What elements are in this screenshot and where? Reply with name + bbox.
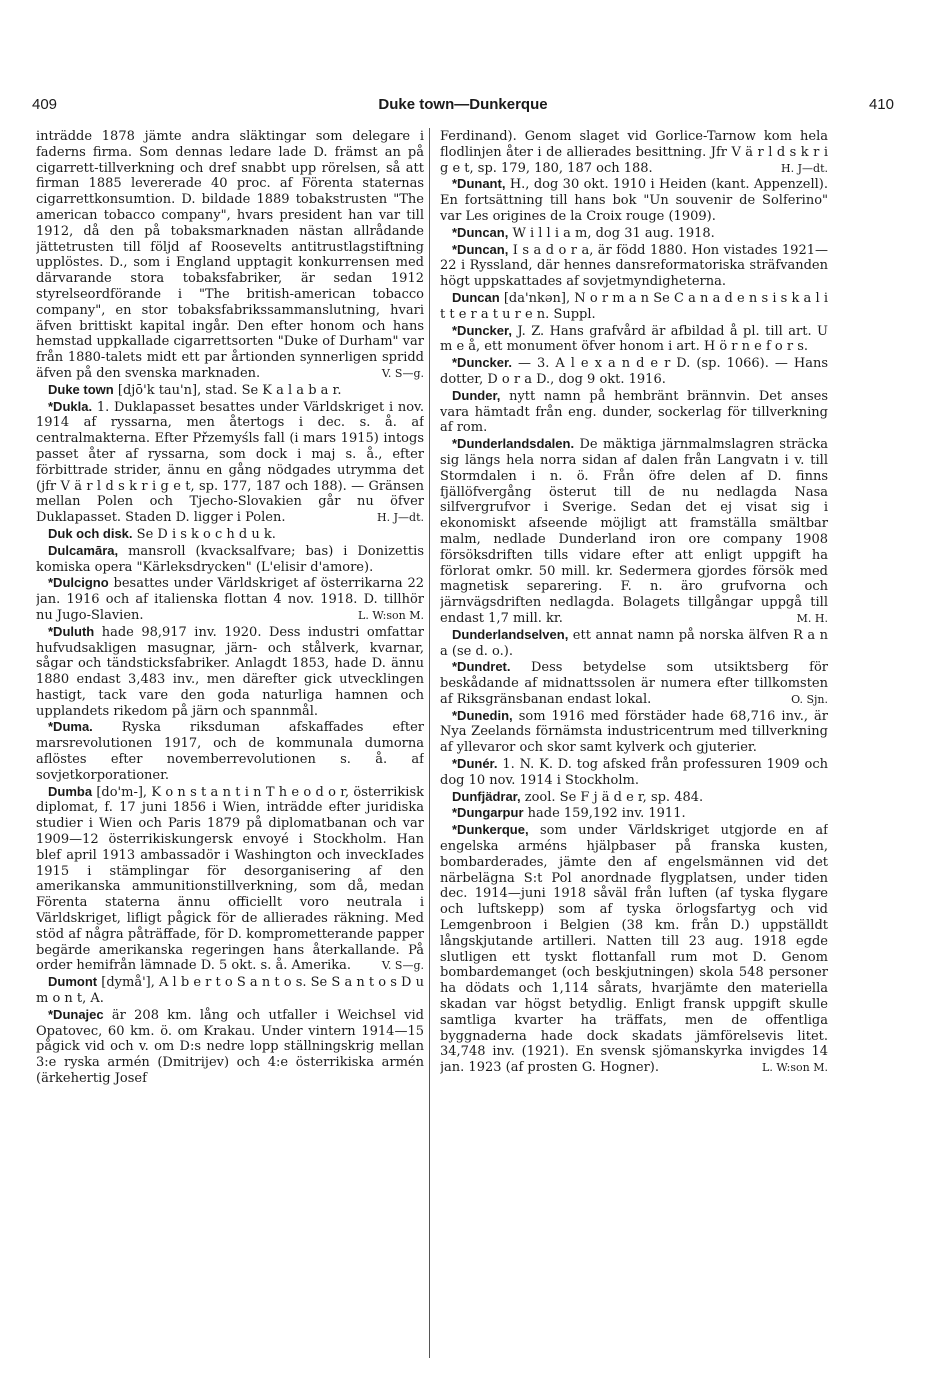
dictionary-entry [440,225,828,242]
entry-headword: *Duncker. [452,355,512,371]
dictionary-entry [440,822,828,1076]
entry-text: besattes under Världskriget af österrikarna 22 jan. 1916 och af italienska flottan 4 nov. 1918. D. tillhör nu Jugo-Slavien. [36,576,424,623]
entry-text: zool. Se F j ä d e r, sp. 484. [520,789,704,805]
dictionary-entry [440,388,828,436]
entry-signature: V. S—g. [381,366,424,380]
entry-headword: Duke town [48,381,114,397]
dictionary-entry [36,543,424,576]
entry-text: nytt namn på hembränt brännvin. Det anses vara hämtadt från eng. dunder, sockerlag för tillverkning af rom. [440,388,828,436]
entry-headword: *Dulcigno [48,575,109,591]
entry-text: hade 98,917 inv. 1920. Dess industri omfattar hufvudsakligen masugnar, järn- och stålverk, kvarnar, sågar och tändsticksfabriker. Anlagdt 1853, hade D. ännu 1880 endast 3,483 inv., men därefter gick utvecklingen hastigt, tack vare den goda naturliga hamnen och upplandets rikedom på järn och spannmål. [36,624,424,719]
left-column [36,128,424,1368]
entry-text: [djō'k tau'n], stad. Se K a l a b a r. [113,382,342,398]
dictionary-entry [440,805,828,822]
dictionary-entry [36,128,424,382]
entry-headword: Dumba [48,783,93,799]
entry-headword: Dunderlandselven, [452,626,569,642]
dictionary-entry [36,719,424,783]
entry-text: är 208 km. lång och utfaller i Weichsel vid Opatovec, 60 km. ö. om Krakau. Under vintern 1914—15 pågick vid och v. om D:s nedre lopp ställningskrig mellan 3:e ryska armén (Dmitrijev) och 4:e österrikiska armén (ärkehertig Josef [36,1007,424,1087]
dictionary-entry [36,382,424,399]
dictionary-entry [36,1007,424,1087]
entry-text: Dess betydelse som utsiktsberg för beskådande af midnattssolen är numera efter tillkomsten af Riksgränsbanan endast lokal. [440,660,828,707]
dictionary-entry [36,526,424,543]
page-number-left: 409 [32,96,58,113]
dictionary-entry [440,627,828,660]
column-divider [429,128,430,1358]
entry-headword: *Dunderlandsdalen. [452,436,575,452]
entry-headword: *Dukla. [48,398,93,414]
dictionary-entry [440,242,828,290]
entry-signature: V. S—g. [381,959,424,973]
entry-signature: H. J—dt. [377,511,424,525]
entry-headword: *Dunkerque, [452,822,529,838]
dictionary-entry [440,659,828,707]
entry-signature: L. W:son M. [762,1061,828,1075]
entry-text: W i l l i a m, dog 31 aug. 1918. [508,225,715,241]
entry-headword: Dunfjädrar, [452,788,521,804]
entry-headword: *Duma. [48,719,93,735]
dictionary-entry [36,624,424,720]
entry-signature: H. J—dt. [781,161,828,175]
dictionary-entry [440,708,828,756]
entry-text: [da'nkən], N o r m a n Se C a n a d e n s i s k a l i t t e r a t u r e n. Suppl. [440,290,828,322]
entry-headword: *Duncker, [452,322,512,338]
entry-headword: *Dunajec [48,1006,104,1022]
entry-text: Ryska riksduman afskaffades efter marsrevolutionen 1917, och de kommunala dumorna aflöstes efter novemberrevolutionen s. å. af sovjetkorporationer. [36,720,424,783]
entry-text: inträdde 1878 jämte andra släktingar som delegare i faderns firma. Som dennas ledare lade D. främst an på cigarrett-tillverkning och dref snabbt upp rörelsen, så att firman 1885 levererade 40 proc. af Förenta staternas cigarrettkonsumtion. D. bildade 1889 tobakstrusten "The american tobacco company", hvars president han var till 1912, då den på tobaksmarknaden nästan allrådande jättetrusten till följd af Roosevelts antitrustlagstiftning upplöstes. D., som i England upptagit konkurrensen med därvarande stora tobaksfabriker, är sedan 1912 styrelseordförande i "The british-american tobacco company", en stor tobaksfabrikssammanslutning, hvari äfven brittiskt kapital ingår. Den efter honom och hans hemstad uppkallade cigarrettsorten "Duke of Durham" var från 1880-talets midt ett par årtionden synnerligen spridd äfven på den svenska marknaden. [36,129,424,381]
dictionary-entry [440,436,828,627]
entry-headword: *Duncan, [452,224,509,240]
entry-headword: Dunder, [452,387,501,403]
entry-text: [do'm-], K o n s t a n t i n T h e o d o r, österrikisk diplomat, f. 17 juni 1856 i Wien, inträdde efter juridiska studier i Wien och Paris 1879 på diplomatbanan och var 1909—12 österrikiskungersk envoyé i Stockholm. Han blef april 1913 ambassadör i Washington och inveckIades 1915 i stämplingar för desorganisering af den amerikanska ammunitionstillverkning, som då, medan Förenta staterna ännu officiellt voro neutrala i Världskriget, lifligt pågick för de allierades räkning. Med stöd af några påträffade, för D. komprometterande papper begärde amerikanska regeringen hans återkallande. På order hemifrån lämnade D. 5 okt. s. å. Amerika. [36,784,424,974]
page-header [32,96,894,118]
entry-text: som 1916 med förstäder hade 68,716 inv., är Nya Zeelands förnämsta industricentrum med tillverkning af yllevaror och skor samt kylverk och gjuterier. [440,708,828,756]
entry-text: 1. N. K. D. tog afsked från professuren 1909 och dog 10 nov. 1914 i Stockholm. [440,757,828,788]
entry-text: J. Z. Hans grafvård är afbildad å pl. till art. U m e å, ett monument öfver honom i art. H ö r n e f o r s. [440,323,828,355]
dictionary-entry [440,176,828,224]
entry-headword: *Duncan, [452,241,509,257]
dictionary-entry [36,784,424,975]
entry-text: hade 159,192 inv. 1911. [523,806,686,822]
entry-headword: *Duluth [48,623,95,639]
dictionary-entry [440,323,828,356]
entry-headword: Dulcamāra, [48,542,119,558]
entry-text: — 3. A l e x a n d e r D. (sp. 1066). — Hans dotter, D o r a D., dog 9 okt. 1916. [440,356,828,387]
entry-text: I s a d o r a, är född 1880. Hon vistades 1921—22 i Ryssland, där hennes dansreformatoriska sträfvanden högt uppskattades af sovjetmyndigheterna. [440,242,828,290]
entry-text: ett annat namn på norska älfven R a n a (se d. o.). [440,627,828,659]
dictionary-entry [440,290,828,323]
entry-text: H., dog 30 okt. 1910 i Heiden (kant. Appenzell). En fortsättning till hans bok "Un souvenir de Solferino" var Les origines de la Croix rouge (1909). [440,177,828,224]
right-column [440,128,828,1368]
entry-text: De mäktiga järnmalmslagren sträcka sig längs hela norra sidan af dalen från Langvatn i v. till Stormdalen i n. ö. Från öfre delen af D. finns fjällöfvergång österut till de nu nedlagda Nasa silfvergrufvor i Sverige. Sedan det ej visat sig i ekonomiskt afseende möjligt att framställa smältbar malm, nedlade Dunderland iron ore company 1908 försöksdriften tills vidare efter att enligt uppgift ha förlorat omkr. 50 mill. kr. Sedermera gjordes försök med magnetisk separering. F. n. äro grufvorna och järnvägsdriften nedlagda. Bolagets tillgångar uppgå till endast 1,7 mill. kr. [440,437,828,626]
entry-signature: M. H. [796,611,828,625]
dictionary-entry [440,756,828,789]
entry-headword: *Dunedin, [452,707,513,723]
entry-text: mansroll (kvacksalfvare; bas) i Donizettis komiska opera "Kärleksdrycken" (L'elisir d'amore). [36,543,424,575]
running-title: Duke town—Dunkerque [378,96,548,113]
entry-headword: Duk och disk. [48,525,133,541]
entry-text: [dymå'], A l b e r t o S a n t o s. Se S a n t o s D u m o n t, A. [36,975,424,1007]
dictionary-entry [440,128,828,176]
entry-signature: O. Sjn. [791,692,828,706]
entry-headword: *Dungarpur [452,805,524,821]
entry-headword: Dumont [48,974,98,990]
dictionary-entry [36,575,424,623]
entry-headword: *Dundret. [452,659,511,675]
entry-signature: L. W:son M. [358,608,424,622]
entry-text: Se D i s k o c h d u k. [132,526,276,542]
dictionary-entry [36,974,424,1007]
dictionary-entry [440,789,828,806]
entry-headword: Duncan [452,289,500,305]
entry-headword: *Dunér. [452,756,498,772]
dictionary-entry [36,399,424,526]
dictionary-entry [440,355,828,388]
entry-text: som under Världskriget utgjorde en af engelska arméns hjälpbaser på franska kusten, bombarderades, jämte den af engelsmännen vid det närbelägna S:t Pol anordnade flygplatsen, under tiden dec. 1914—juni 1918 såväl från luften (af tyska flygare och luftskepp) som af tyska örlogsfartyg och vid Lemgenbroon i Belgien (38 km. från D.) uppställdt långskjutande artilleri. Natten till 23 aug. 1918 egde slutligen ett tyskt flottanfall rum mot D. Genom bombardemanget (och beskjutningen) skola 548 personer ha dödats och 1,114 sårats, hvarjämte den materiella skadan var högst betydlig. Enligt fransk uppgift skulle samtliga kvarter ha träffats, men de offentliga byggnaderna hade dock skadats jämförelsevis litet. 34,748 inv. (1921). En svensk sjömanskyrka invigdes 14 jan. 1923 (af prosten G. Hogner). [440,823,828,1076]
entry-headword: *Dunant, [452,176,506,192]
entry-text: Ferdinand). Genom slaget vid Gorlice-Tarnow kom hela flodlinjen åter i de allierades besittning. Jfr V ä r l d s k r i g e t, sp. 179, 180, 187 och 188. [440,129,828,176]
page-number-right: 410 [868,96,894,113]
entry-text: 1. Duklapasset besattes under Världskriget i nov. 1914 af ryssarna, men återtogs i dec. s. å. af centralmakterna. Efter Přzemyśls fall (i mars 1915) intogs passet åter af ryssarna, som dock i maj s. å., efter förbittrade strider, ännu en gång nödgades utrymma det (jfr V ä r l d s k r i g e t, sp. 177, 187 och 188). — Gränsen mellan Polen och Tjecho-Slovakien går nu öfver Duklapasset. Staden D. ligger i Polen. [36,399,424,526]
